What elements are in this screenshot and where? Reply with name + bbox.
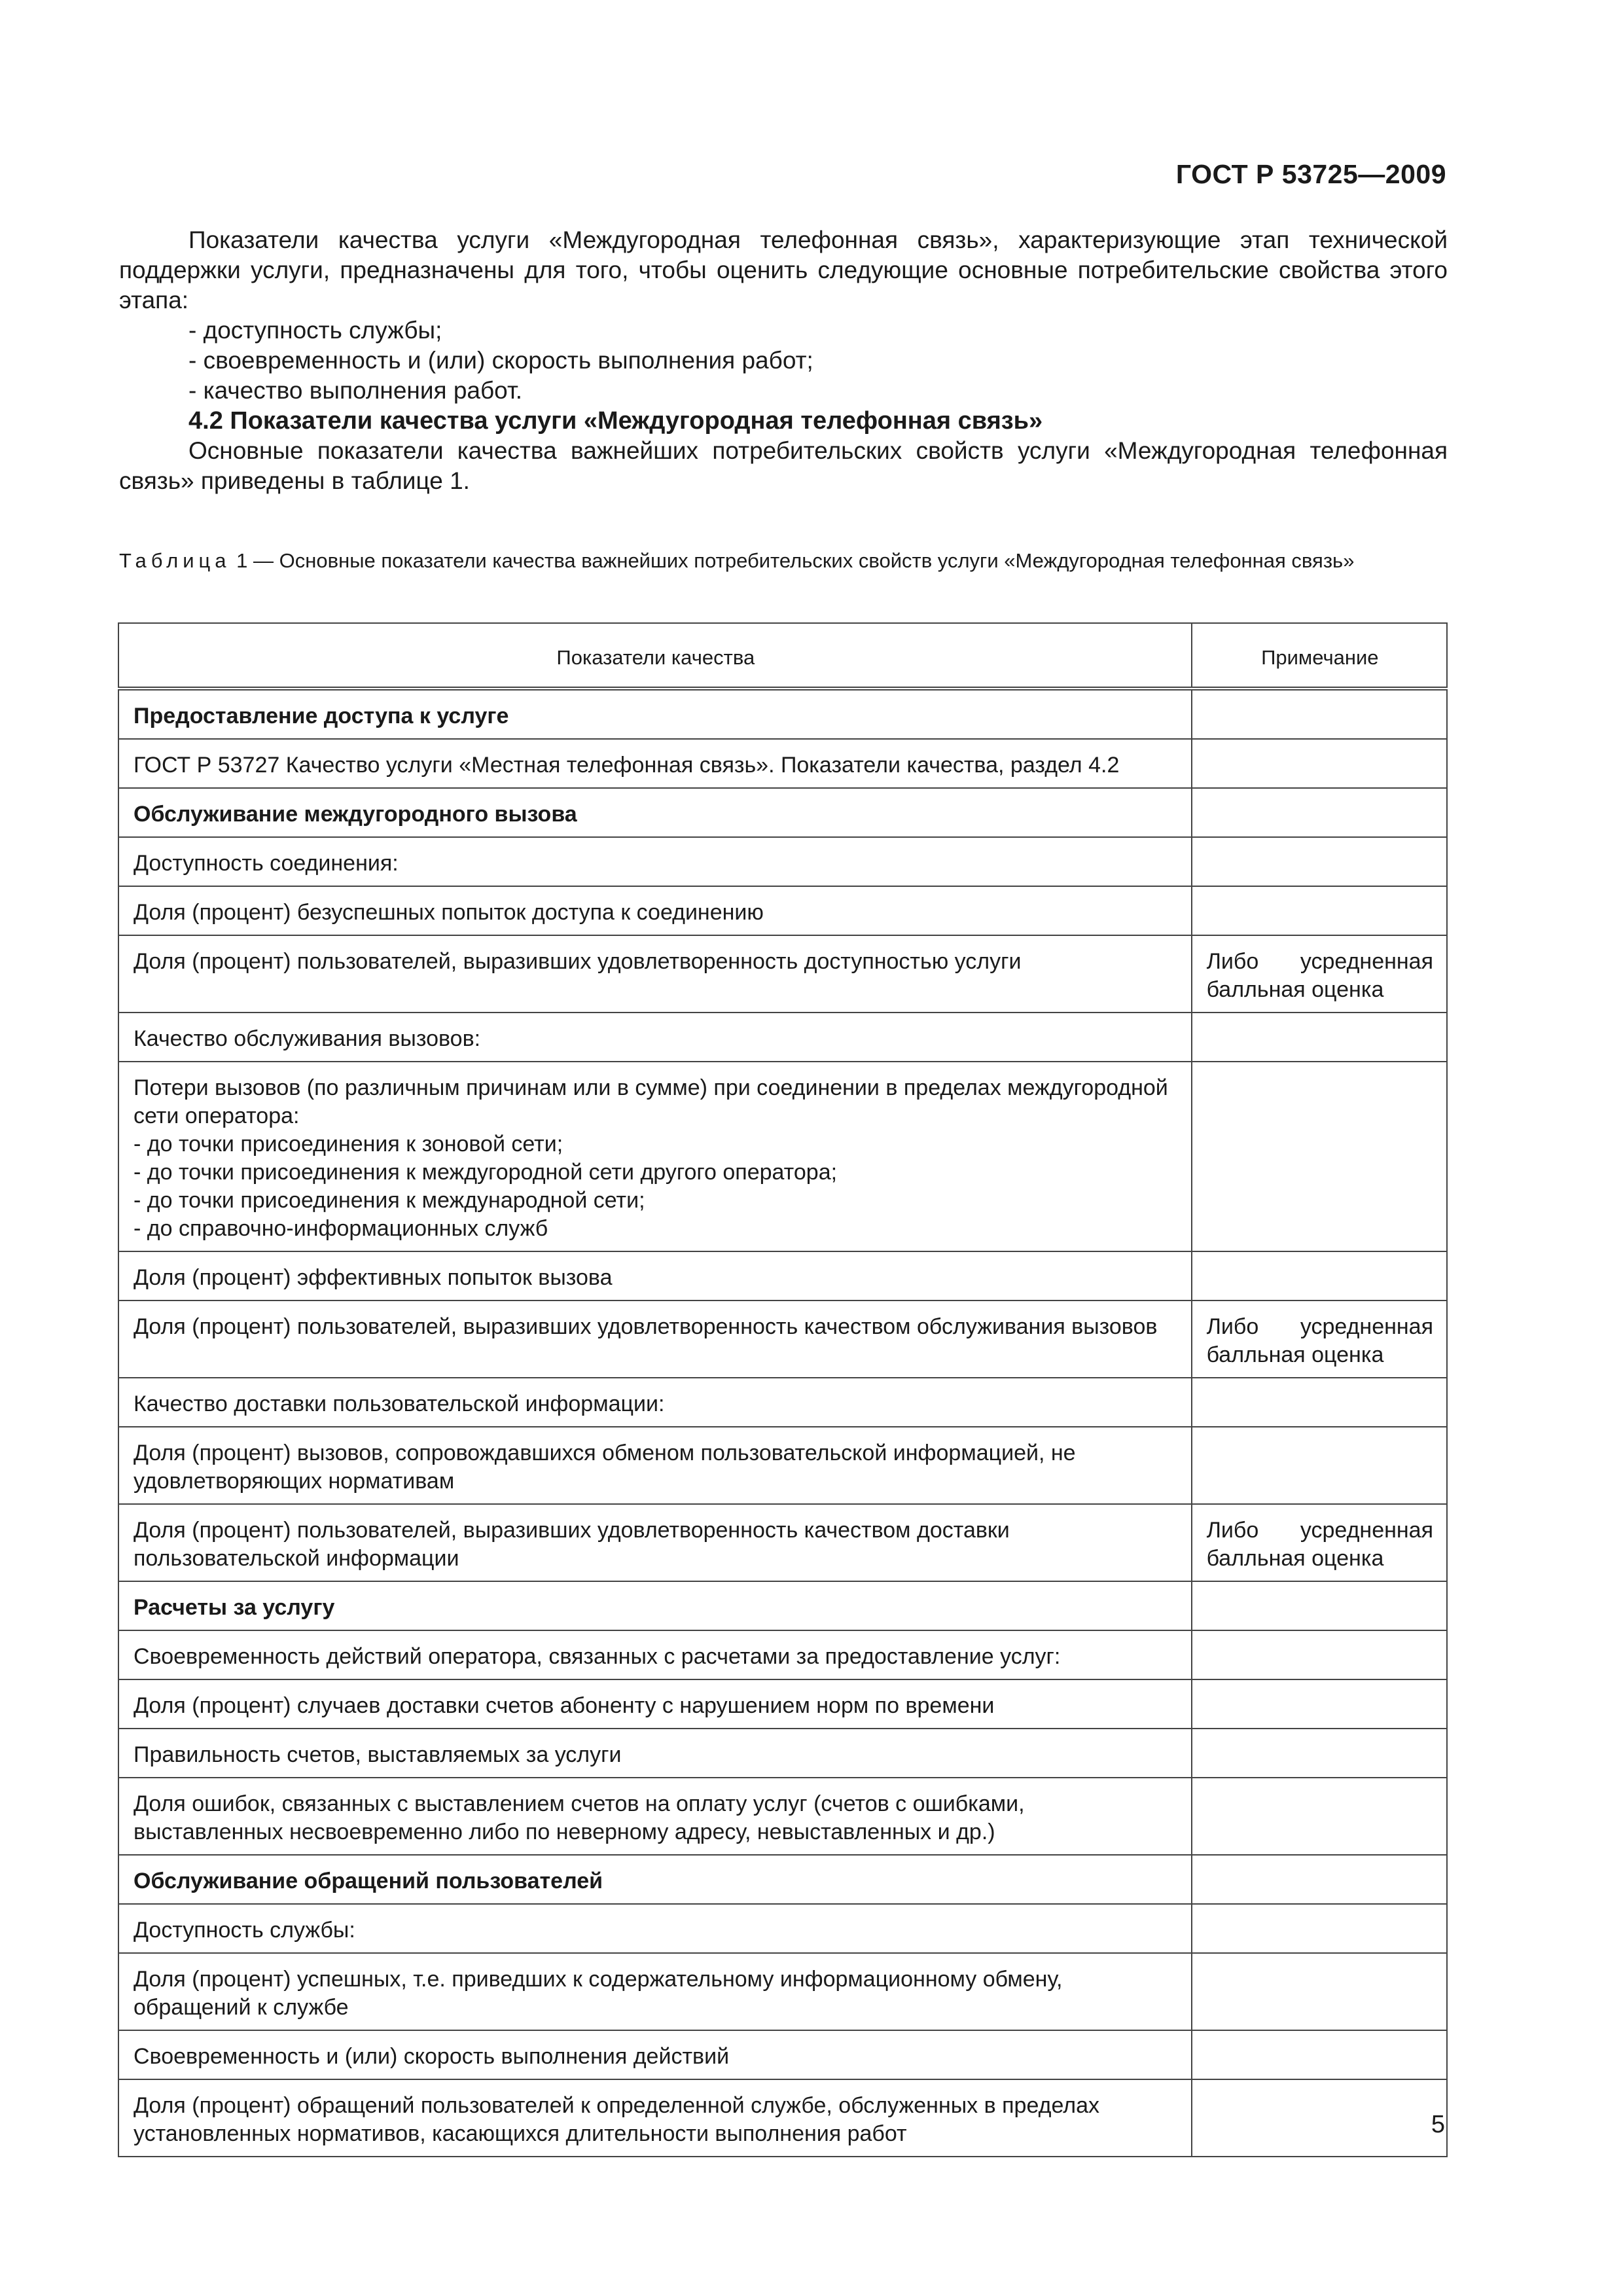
note-cell: [1192, 689, 1447, 739]
note-cell: [1192, 1729, 1447, 1778]
note-cell: Либо усредненная балльная оценка: [1192, 935, 1447, 1013]
indicator-cell: Доля (процент) безуспешных попыток доступа к соединению: [118, 886, 1192, 935]
table-row: [118, 1062, 1447, 1251]
table-row: [118, 1251, 1447, 1300]
column-header-indicators: Показатели качества: [118, 623, 1192, 689]
indicator-cell: Качество обслуживания вызовов:: [118, 1013, 1192, 1062]
table-caption-label: Таблица: [119, 549, 231, 572]
intro-paragraph: Показатели качества услуги «Междугородная телефонная связь», характеризующие этап технической поддержки услуги, предназначены для того, чтобы оценить следующие основные потребительские свойства этого этапа:: [119, 226, 1448, 314]
indicator-cell: Доля (процент) пользователей, выразивших удовлетворенность качеством обслуживания вызовов: [118, 1300, 1192, 1378]
indicator-cell: ГОСТ Р 53727 Качество услуги «Местная телефонная связь». Показатели качества, раздел 4.2: [118, 739, 1192, 788]
table-row: [118, 689, 1447, 739]
quality-indicators-table: [118, 622, 1448, 2157]
indicator-cell: Доля (процент) вызовов, сопровождавшихся обменом пользовательской информацией, не удовлетворяющих нормативам: [118, 1427, 1192, 1504]
indicator-cell: Доля ошибок, связанных с выставлением счетов на оплату услуг (счетов с ошибками, выставленных несвоевременно либо по неверному адресу, невыставленных и др.): [118, 1778, 1192, 1855]
table-row: [118, 1581, 1447, 1630]
note-cell: [1192, 1904, 1447, 1953]
table-caption: [119, 547, 1448, 574]
note-cell: [1192, 1013, 1447, 1062]
note-cell: [1192, 739, 1447, 788]
note-cell: [1192, 1378, 1447, 1427]
list-item: - своевременность и (или) скорость выполнения работ;: [188, 347, 813, 374]
indicator-cell: Доля (процент) пользователей, выразивших удовлетворенность доступностью услуги: [118, 935, 1192, 1013]
table-body: [118, 689, 1447, 2157]
indicator-cell: Обслуживание обращений пользователей: [118, 1855, 1192, 1904]
table-row: [118, 1778, 1447, 1855]
note-cell: [1192, 1855, 1447, 1904]
note-cell: [1192, 2030, 1447, 2079]
note-cell: [1192, 837, 1447, 886]
indicator-cell: Предоставление доступа к услуге: [118, 689, 1192, 739]
list-item: - доступность службы;: [188, 317, 442, 344]
indicator-cell: Доступность службы:: [118, 1904, 1192, 1953]
note-cell: [1192, 1427, 1447, 1504]
table-row: [118, 739, 1447, 788]
indicator-cell: Доля (процент) эффективных попыток вызова: [118, 1251, 1192, 1300]
note-cell: [1192, 1953, 1447, 2030]
document-id: ГОСТ Р 53725—2009: [1175, 159, 1446, 189]
indicator-line: - до точки присоединения к междугородной сети другого оператора;: [134, 1160, 838, 1185]
table-row: [118, 935, 1447, 1013]
section-heading: 4.2 Показатели качества услуги «Междугородная телефонная связь»: [188, 407, 1043, 435]
table-row: [118, 2030, 1447, 2079]
indicator-line: - до точки присоединения к международной сети;: [134, 1188, 645, 1213]
note-cell: [1192, 886, 1447, 935]
table-row: [118, 2079, 1447, 2157]
table-header-row: [118, 623, 1447, 689]
indicator-cell: Расчеты за услугу: [118, 1581, 1192, 1630]
indicator-line: - до точки присоединения к зоновой сети;: [134, 1132, 563, 1157]
table-row: [118, 1630, 1447, 1679]
table-row: [118, 1504, 1447, 1581]
note-cell: [1192, 1778, 1447, 1855]
table-row: [118, 1855, 1447, 1904]
table-row: [118, 1729, 1447, 1778]
indicator-cell: Доля (процент) случаев доставки счетов абоненту с нарушением норм по времени: [118, 1679, 1192, 1729]
note-cell: [1192, 1062, 1447, 1251]
list-item: - качество выполнения работ.: [188, 377, 523, 404]
table-row: [118, 886, 1447, 935]
table-row: [118, 1013, 1447, 1062]
table-row: [118, 1904, 1447, 1953]
page-number: 5: [1431, 2111, 1445, 2138]
indicator-line: - до справочно-информационных служб: [134, 1216, 548, 1241]
note-cell: [1192, 788, 1447, 837]
table-row: [118, 837, 1447, 886]
note-cell: [1192, 1679, 1447, 1729]
note-cell: Либо усредненная балльная оценка: [1192, 1504, 1447, 1581]
indicator-line: Потери вызовов (по различным причинам или в сумме) при соединении в пределах междугородной сети оператора:: [134, 1075, 1168, 1128]
indicator-cell: Своевременность и (или) скорость выполнения действий: [118, 2030, 1192, 2079]
note-cell: [1192, 1251, 1447, 1300]
indicator-cell: Качество доставки пользовательской информации:: [118, 1378, 1192, 1427]
indicator-cell: [118, 1062, 1192, 1251]
section-paragraph: Основные показатели качества важнейших потребительских свойств услуги «Междугородная телефонная связь» приведены в таблице 1.: [119, 437, 1448, 494]
note-cell: Либо усредненная балльная оценка: [1192, 1300, 1447, 1378]
indicator-cell: Доступность соединения:: [118, 837, 1192, 886]
indicator-cell: Обслуживание междугородного вызова: [118, 788, 1192, 837]
table-row: [118, 788, 1447, 837]
indicator-cell: Доля (процент) успешных, т.е. приведших к содержательному информационному обмену, обращений к службе: [118, 1953, 1192, 2030]
table-row: [118, 1378, 1447, 1427]
table-caption-text: 1 — Основные показатели качества важнейших потребительских свойств услуги «Междугородная телефонная связь»: [230, 549, 1355, 572]
note-cell: [1192, 1581, 1447, 1630]
body-text: [119, 225, 1448, 496]
indicator-cell: Доля (процент) пользователей, выразивших удовлетворенность качеством доставки пользовательской информации: [118, 1504, 1192, 1581]
indicator-cell: Правильность счетов, выставляемых за услуги: [118, 1729, 1192, 1778]
indicator-cell: Доля (процент) обращений пользователей к определенной службе, обслуженных в пределах установленных нормативов, касающихся длительности выполнения работ: [118, 2079, 1192, 2157]
table-row: [118, 1953, 1447, 2030]
column-header-note: Примечание: [1192, 623, 1447, 689]
table-row: [118, 1300, 1447, 1378]
note-cell: [1192, 1630, 1447, 1679]
indicator-cell: Своевременность действий оператора, связанных с расчетами за предоставление услуг:: [118, 1630, 1192, 1679]
note-cell: [1192, 2079, 1447, 2157]
table-row: [118, 1679, 1447, 1729]
table-row: [118, 1427, 1447, 1504]
